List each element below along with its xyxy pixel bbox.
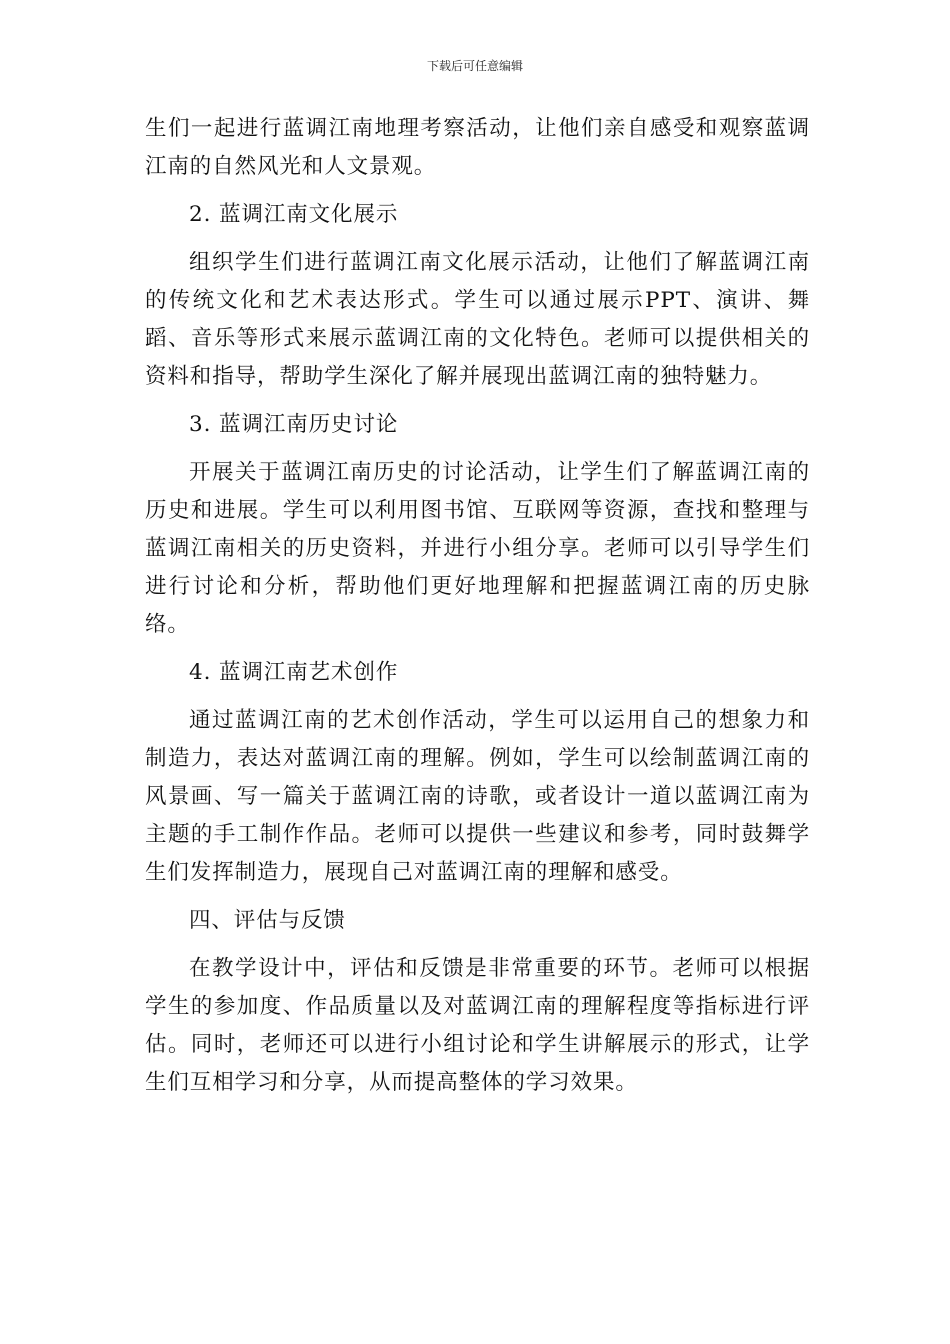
paragraph-continuation: 生们一起进行蓝调江南地理考察活动，让他们亲自感受和观察蓝调江南的自然风光和人文景观。: [145, 116, 810, 179]
section-heading-culture: 2. 蓝调江南文化展示: [189, 202, 399, 227]
section-heading-history: 3. 蓝调江南历史讨论: [189, 412, 399, 437]
paragraph-art: 通过蓝调江南的艺术创作活动，学生可以运用自己的想象力和制造力，表达对蓝调江南的理解。例如，学生可以绘制蓝调江南的风景画、写一篇关于蓝调江南的诗歌，或者设计一道以蓝调江南为主题的手工制作作品。老师可以提供一些建议和参考，同时鼓舞学生们发挥制造力，展现自己对蓝调江南的理解和感受。: [145, 708, 810, 885]
document-body: [145, 110, 810, 1112]
paragraph-history: 开展关于蓝调江南历史的讨论活动，让学生们了解蓝调江南的历史和进展。学生可以利用图书馆、互联网等资源，查找和整理与蓝调江南相关的历史资料，并进行小组分享。老师可以引导学生们进行讨论和分析，帮助他们更好地理解和把握蓝调江南的历史脉络。: [145, 460, 810, 637]
section-heading-art: 4. 蓝调江南艺术创作: [189, 660, 399, 685]
page-header-note: 下载后可任意编辑: [426, 59, 523, 73]
paragraph-evaluation: 在教学设计中，评估和反馈是非常重要的环节。老师可以根据学生的参加度、作品质量以及对蓝调江南的理解程度等指标进行评估。同时，老师还可以进行小组讨论和学生讲解展示的形式，让学生们互相学习和分享，从而提高整体的学习效果。: [145, 956, 810, 1095]
section-heading-evaluation: 四、评估与反馈: [189, 908, 346, 933]
paragraph-culture: 组织学生们进行蓝调江南文化展示活动，让他们了解蓝调江南的传统文化和艺术表达形式。学生可以通过展示PPT、演讲、舞蹈、音乐等形式来展示蓝调江南的文化特色。老师可以提供相关的资料和指导，帮助学生深化了解并展现出蓝调江南的独特魅力。: [145, 250, 810, 389]
